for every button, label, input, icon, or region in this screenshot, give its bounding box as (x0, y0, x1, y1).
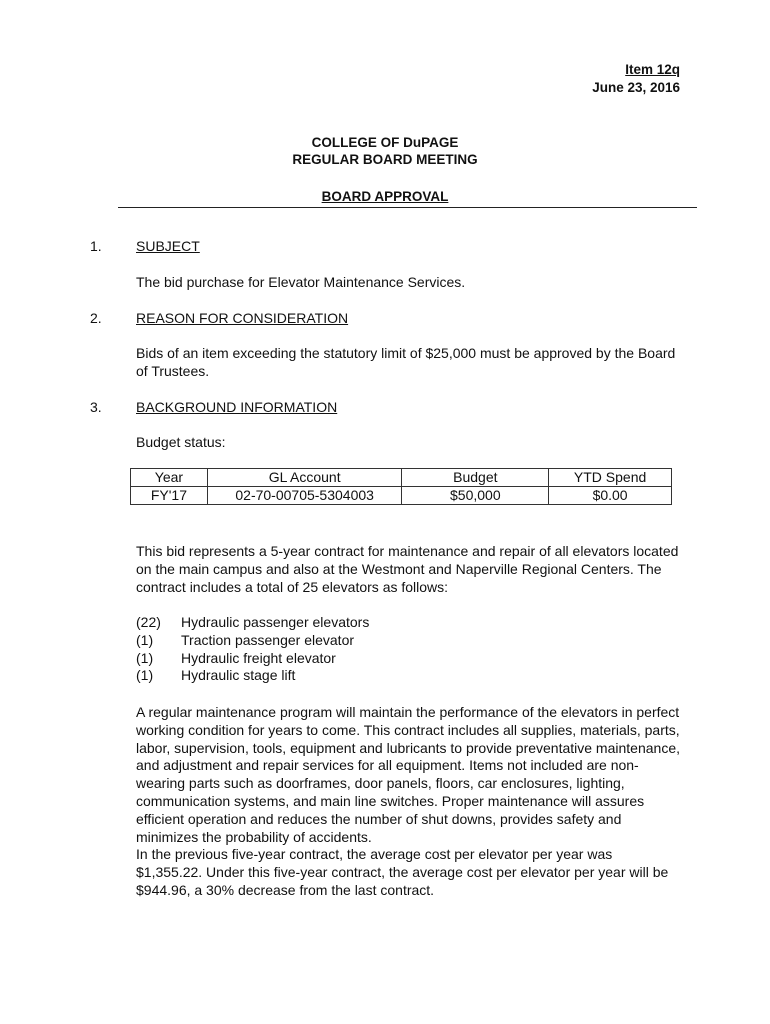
elevator-type: Hydraulic passenger elevators (181, 614, 370, 630)
list-item (136, 667, 369, 685)
table-header-cell: Year (131, 469, 208, 487)
table-header-cell: YTD Spend (549, 469, 672, 487)
table-header-cell: GL Account (207, 469, 402, 487)
board-approval-title: BOARD APPROVAL (321, 189, 449, 204)
section-number-1: 1. (90, 238, 102, 254)
budget-status-label: Budget status: (136, 434, 226, 450)
section-number-3: 3. (90, 399, 102, 415)
elevator-type: Hydraulic stage lift (181, 667, 296, 684)
table-cell: $50,000 (402, 487, 549, 505)
elevator-type: Hydraulic freight elevator (181, 649, 336, 666)
meeting-date: June 23, 2016 (592, 80, 680, 95)
list-item (136, 650, 369, 668)
section-number-2: 2. (90, 310, 102, 326)
item-number: Item 12q (625, 62, 680, 77)
elevator-qty: (1) (136, 649, 154, 666)
table-cell: $0.00 (549, 487, 672, 505)
background-heading: BACKGROUND INFORMATION (136, 399, 338, 415)
list-item (136, 632, 369, 650)
elevator-list (136, 614, 369, 685)
maintenance-paragraph: A regular maintenance program will maintain the performance of the elevators in perfect working condition for years to come. This contract includes all supplies, materials, parts, labor, supervision, tools, equipment and lubricants to provide preventative maintenance, and adjustment and repair services for all equipment. Items not included are non-wearing parts such as doorframes, door panels, floors, car enclosures, lighting, communication systems, and main line switches. Proper maintenance will assures efficient operation and reduces the number of shut downs, provides safety and minimizes the probability of accidents. (136, 704, 680, 845)
elevator-qty: (1) (136, 667, 154, 684)
subject-text: The bid purchase for Elevator Maintenance Services. (136, 274, 466, 290)
reason-text: Bids of an item exceeding the statutory limit of $25,000 must be approved by the Board of Trustees. (136, 345, 676, 379)
reason-heading: REASON FOR CONSIDERATION (136, 310, 349, 326)
header-divider (118, 207, 697, 208)
budget-table (130, 468, 672, 505)
elevator-qty: (22) (136, 614, 161, 630)
elevator-qty: (1) (136, 631, 154, 648)
table-row (131, 487, 672, 505)
contract-paragraph: This bid represents a 5-year contract for maintenance and repair of all elevators located on the main campus and also at the Westmont and Naperville Regional Centers. The contract includes a total of 25 elevators as follows: (136, 543, 679, 595)
list-item (136, 614, 369, 632)
table-cell: FY'17 (131, 487, 208, 505)
subject-heading: SUBJECT (136, 238, 200, 254)
table-header-row (131, 469, 672, 487)
table-cell: 02-70-00705-5304003 (207, 487, 402, 505)
cost-paragraph: In the previous five-year contract, the average cost per elevator per year was $1,355.22. Under this five-year contract, the average cost per elevator per year will be $944.96, a 30% decrease from the last contract. (136, 846, 669, 898)
table-header-cell: Budget (402, 469, 549, 487)
meeting-title: REGULAR BOARD MEETING (292, 152, 478, 167)
elevator-type: Traction passenger elevator (181, 631, 355, 648)
college-name: COLLEGE OF DuPAGE (311, 135, 459, 150)
